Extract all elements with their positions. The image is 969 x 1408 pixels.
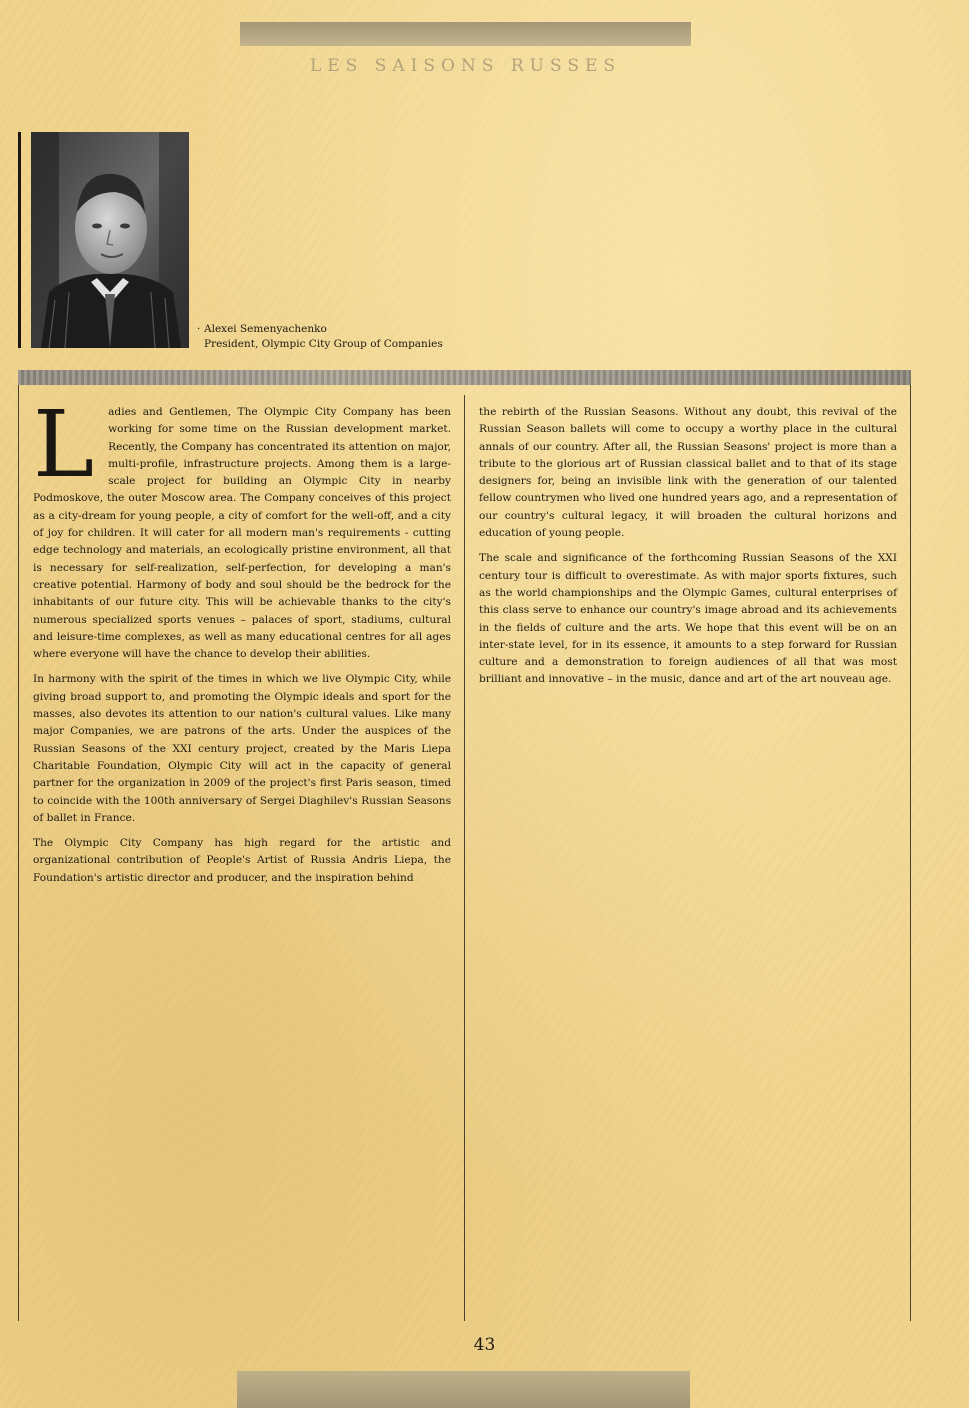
drop-cap: L xyxy=(33,391,95,498)
paragraph: The scale and significance of the forthcoming Russian Seasons of the XXI century tour is difficult to overestimate. As with major sports fixtures, such as the world championships and the Olympic Games, cultural enterprises of this class serve to enhance our country's image abroad and its achievements in the fields of culture and the arts. We hope that this event will be on an inter-state level, for in its essence, it amounts to a step forward for Russian culture and a demonstration to foreign audiences of all that was most brilliant and innovative – in the music, dance and art of the art nouveau age. xyxy=(479,552,897,686)
column-rule-right xyxy=(910,385,911,1321)
column-rule-middle xyxy=(464,395,465,1321)
paragraph: The Olympic City Company has high regard for the artistic and organizational contribution of People's Artist of Russia Andris Liepa, the Foundation's artistic director and producer, and the inspiration behind xyxy=(33,837,451,884)
column-rule-left xyxy=(18,385,19,1321)
page-number: 43 xyxy=(473,1335,496,1355)
paragraph: In harmony with the spirit of the times in which we live Olympic City, while giving broad support to, and promoting the Olympic ideals and sport for the masses, also devotes its attention to our nation's cultural values. Like many major Companies, we are patrons of the arts. Under the auspices of the Russian Seasons of the XXI century project, created by the Maris Liepa Charitable Foundation, Olympic City will act in the capacity of general partner for the organization in 2009 of the project's first Paris season, timed to coincide with the 100th anniversary of Sergei Diaghilev's Russian Seasons of ballet in France. xyxy=(33,673,451,824)
caption-name: Alexei Semenyachenko xyxy=(204,323,327,335)
portrait-caption xyxy=(197,322,443,352)
portrait-frame xyxy=(18,132,188,348)
article-column-left xyxy=(33,391,451,895)
caption-title: President, Olympic City Group of Companies xyxy=(204,338,443,350)
caption-dash: · xyxy=(197,323,201,335)
paragraph: the rebirth of the Russian Seasons. Without any doubt, this revival of the Russian Season ballets will come to occupy a worthy place in the cultural annals of our country. After all, the Russian Seasons' project is more than a tribute to the glorious art of Russian classical ballet and to that of its stage designers for, being an invisible link with the generation of our talented fellow countrymen who lived one hundred years ago, and a representation of our country's cultural legacy, it will broaden the cultural horizons and education of young people. xyxy=(479,406,897,540)
running-title: LES SAISONS RUSSES xyxy=(309,56,622,76)
paragraph-text: adies and Gentlemen, The Olympic City Company has been working for some time on the Russian development market. Recently, the Company has concentrated its attention on major, multi-profile, infrastructure projects. Among them is a large-scale project for building an Olympic City in nearby Podmoskove, the outer Moscow area. The Company conceives of this project as a city-dream for young people, a city of comfort for the well-off, and a city of joy for children. It will cater for all modern man's requirements - cutting edge technology and materials, an ecologically pristine environment, all that is necessary for self-realization, self-perfection, for developing a man's creative potential. Harmony of body and soul should be the bedrock for the inhabitants of our future city. This will be achievable thanks to the city's numerous specialized sports venues – palaces of sport, stadiums, cultural and leisure-time complexes, as well as many educational centres for all ages where everyone will have the chance to develop their abilities. xyxy=(33,406,451,661)
section-divider xyxy=(18,370,911,385)
footer-band xyxy=(237,1371,690,1408)
paragraph xyxy=(33,391,451,663)
portrait-photo-icon xyxy=(31,132,189,348)
header-band xyxy=(240,22,691,46)
article-column-right xyxy=(479,404,897,697)
